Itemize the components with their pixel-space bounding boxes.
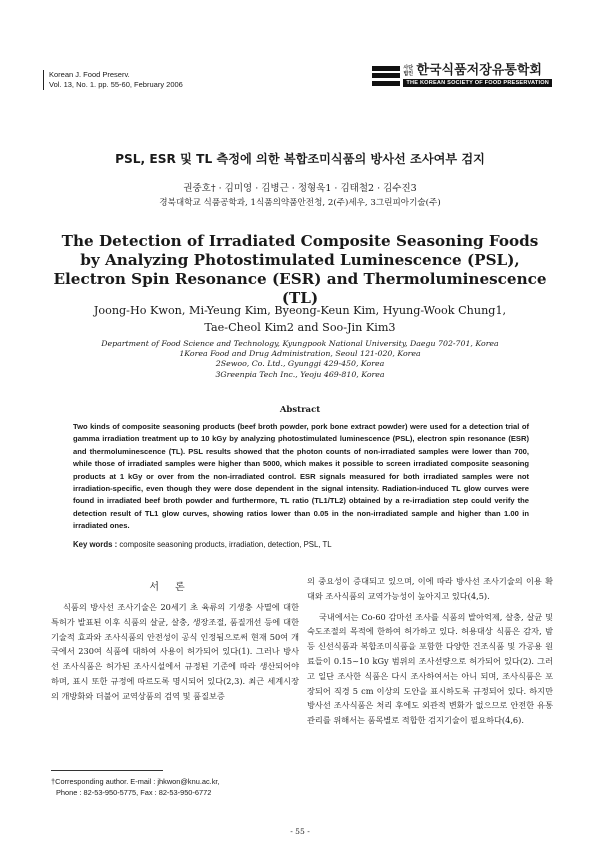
corresponding-author-footnote — [51, 776, 220, 798]
english-authors-line-2: Tae-Cheol Kim2 and Soo-Jin Kim3 — [204, 321, 396, 334]
footnote-phone: Phone : 82-53-950-5775, Fax : 82-53-950-6772 — [56, 788, 212, 797]
affiliation-line: 1Korea Food and Drug Administration, Seoul 121-020, Korea — [179, 349, 421, 359]
body-column-left — [51, 600, 299, 704]
section-heading-introduction: 서론 — [149, 582, 201, 593]
body-paragraph: 의 중요성이 증대되고 있으며, 이에 따라 방사선 조사기술의 이용 확대와 조사식품의 교역가능성이 높아지고 있다(4,5). — [307, 576, 553, 601]
abstract-heading: Abstract — [279, 405, 321, 415]
footnote-divider — [51, 770, 163, 771]
society-korean-name — [403, 64, 552, 78]
keywords-label: Key words : — [73, 540, 118, 549]
english-affiliations — [40, 339, 560, 380]
korean-authors: 권중호† · 김미영 · 김병근 · 정형욱1 · 김태철2 · 김수진3 — [183, 183, 417, 194]
body-paragraph: 국내에서는 Co-60 감마선 조사를 식품의 발아억제, 살충, 살균 및 숙도조절의 목적에 한하여 허가하고 있다. 허용대상 식품은 감자, 밤 등 신선식품과 복합조미식품을 포함한 다양한 건조식품 및 가공용 원료들이 0.15~10 kGy 범위의 조사선량으로 허가되어 있다(2). 그러고 일단 조사한 식품은 다시 조사하여서는 아니 되며, 조사식품은 포장되어 직경 5 cm 이상의 도안을 표시하도록 규정되어 있다. 하지만 방사선 조사식품은 처리 후에도 외관적 변화가 없으므로 안전한 유통관리를 위해서는 품목별로 적합한 검지기술이 필요하다(4,6). — [307, 611, 553, 726]
journal-citation — [43, 70, 183, 90]
english-authors-line-1: Joong-Ho Kwon, Mi-Yeung Kim, Byeong-Keun Kim, Hyung-Wook Chung1, — [93, 304, 507, 317]
journal-volume: Vol. 13, No. 1. pp. 55-60, February 2006 — [49, 80, 183, 89]
body-column-right — [307, 574, 553, 728]
korean-title: PSL, ESR 및 TL 측정에 의한 복합조미식품의 방사선 조사여부 검지 — [115, 152, 485, 166]
footnote-email: †Corresponding author. E-mail : jhkwon@knu.ac.kr, — [51, 777, 220, 786]
society-logo-icon — [372, 66, 400, 86]
keywords — [73, 540, 533, 549]
korean-affiliations: 경북대학교 식품공학과, 1식품의약품안전청, 2(주)세우, 3그린피아기술(주) — [159, 198, 441, 208]
abstract-text: Two kinds of composite seasoning products (beef broth powder, pork bone extract powder) were used for a detection trial of gamma irradiation treatment up to 10 kGy by analyzing photostimulated luminescence (PSL), electron spin resonance (ESR) and thermoluminescence (TL). PSL results showed that the photon counts of non-irradiated samples were lower than 700, while those of irradiated samples were higher than 5000, which makes it possible to screen irradiated composite seasoning products at 1 kGy or over from the non-irradiated control. ESR signals measured for both irradiated samples were not irradiation-specific, even though they were dose dependent in the signal intensity. Radiation-induced TL glow curves were found in irradiated beef broth powder and furthermore, TL ratio (TL1/TL2) obtained by a re-irradiation step could verify the detection result of TL1 glow curves, showing ratios lower than 0.05 in the non-irradiated sample and higher than 1.00 in irradiated ones. — [73, 422, 529, 531]
affiliation-line: 2Sewoo, Co. Ltd., Gyunggi 429-450, Korea — [215, 359, 385, 369]
english-title: The Detection of Irradiated Composite Seasoning Foods by Analyzing Photostimulated Luminescence (PSL), Electron Spin Resonance (ESR) and Thermoluminescence (TL) — [53, 232, 547, 307]
page-number: - 55 - — [290, 827, 310, 836]
english-authors — [40, 302, 560, 336]
society-logo-block — [372, 64, 552, 87]
affiliation-line: 3Greenpia Tech Inc., Yeoju 469-810, Korea — [215, 369, 385, 379]
society-korean-label: 한국식품저장유통학회 — [416, 63, 542, 78]
body-paragraph: 식품의 방사선 조사기술은 20세기 초 육류의 기생충 사멸에 대한 특허가 발표된 이후 식품의 살균, 살충, 생장조절, 품질개선 등에 대한 기술적 효과와 조사식품의 안전성이 공식 인정됨으로써 현재 50여 개국에서 230여 식품에 대하여 사용이 허가되어 있다(1). 그러나 방사선 조사식품은 허가된 조사시설에서 규정된 기준에 따라 생산되어야 하며, 표시 또한 규정에 따르도록 명시되어 있다(2,3). 최근 세계시장의 개방화와 더불어 교역상품의 검역 및 품질보증 — [51, 602, 299, 701]
journal-name: Korean J. Food Preserv. — [49, 70, 130, 79]
society-tiny-label: 사단법인 — [403, 65, 414, 77]
keywords-text: composite seasoning products, irradiation, detection, PSL, TL — [119, 540, 332, 549]
affiliation-line: Department of Food Science and Technology, Kyungpook National University, Daegu 702-701, Korea — [101, 339, 499, 348]
society-english-name: THE KOREAN SOCIETY OF FOOD PRESERVATION — [403, 79, 552, 87]
